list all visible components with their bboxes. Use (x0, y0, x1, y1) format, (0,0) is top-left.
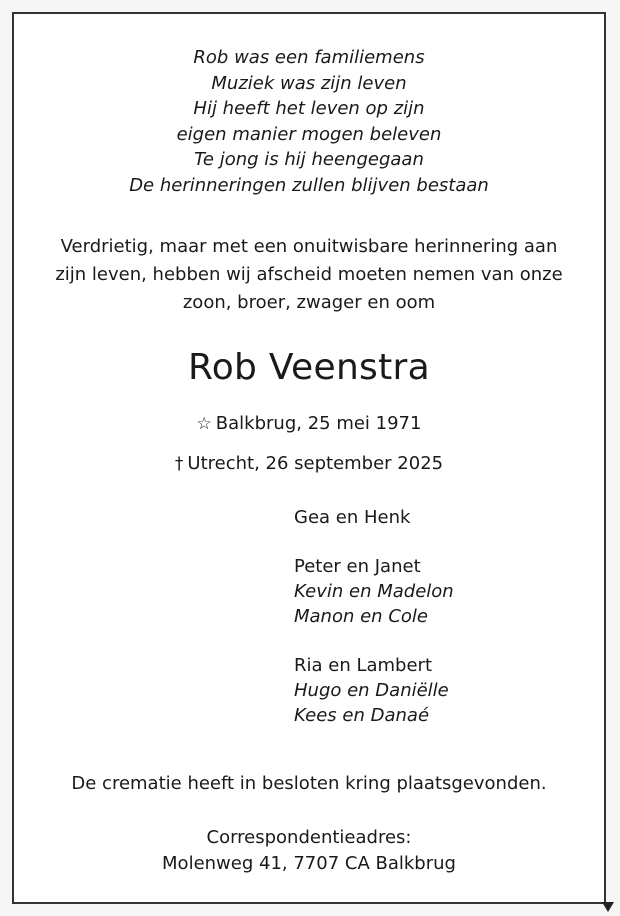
cross-icon: † (174, 454, 184, 474)
cremation-notice: De crematie heeft in besloten kring plaatsgevonden. (71, 773, 547, 794)
intro-line: Verdrietig, maar met een onuitwisbare herinnering aan (60, 236, 558, 257)
family-group-2 (294, 653, 454, 728)
address-label: Correspondentieadres: (206, 827, 412, 848)
family-list (294, 505, 454, 752)
family-parents-name: Gea en Henk (294, 507, 411, 528)
birth-line (14, 411, 604, 437)
family-group-1 (294, 554, 454, 629)
family-member: Ria en Lambert (294, 655, 433, 676)
scroll-down-arrow-icon[interactable] (602, 902, 614, 912)
address-line: Molenweg 41, 7707 CA Balkbrug (162, 853, 456, 874)
deceased-name: Rob Veenstra (188, 347, 430, 388)
family-child: Kevin en Madelon (294, 581, 454, 602)
family-parents (294, 505, 454, 530)
family-child: Manon en Cole (294, 606, 428, 627)
poem-line: De herinneringen zullen blijven bestaan (129, 174, 489, 196)
family-child: Hugo en Daniëlle (294, 680, 449, 701)
correspondence-address (14, 825, 604, 877)
intro-text (14, 233, 604, 317)
poem-line: eigen manier mogen beleven (176, 123, 442, 145)
death-line (14, 451, 604, 477)
poem (14, 45, 604, 198)
poem-line: Muziek was zijn leven (211, 72, 407, 94)
family-child: Kees en Danaé (294, 705, 430, 726)
star-icon: ☆ (196, 414, 212, 434)
poem-line: Hij heeft het leven op zijn (193, 98, 425, 119)
poem-line: Rob was een familiemens (193, 47, 425, 68)
poem-line: Te jong is hij heengegaan (194, 149, 424, 170)
announcement-frame (12, 12, 606, 904)
birth-text: Balkbrug, 25 mei 1971 (215, 413, 422, 434)
intro-line: zijn leven, hebben wij afscheid moeten nemen van onze (55, 264, 563, 285)
death-text: Utrecht, 26 september 2025 (187, 453, 444, 474)
intro-line: zoon, broer, zwager en oom (182, 292, 436, 313)
family-member: Peter en Janet (294, 556, 421, 577)
